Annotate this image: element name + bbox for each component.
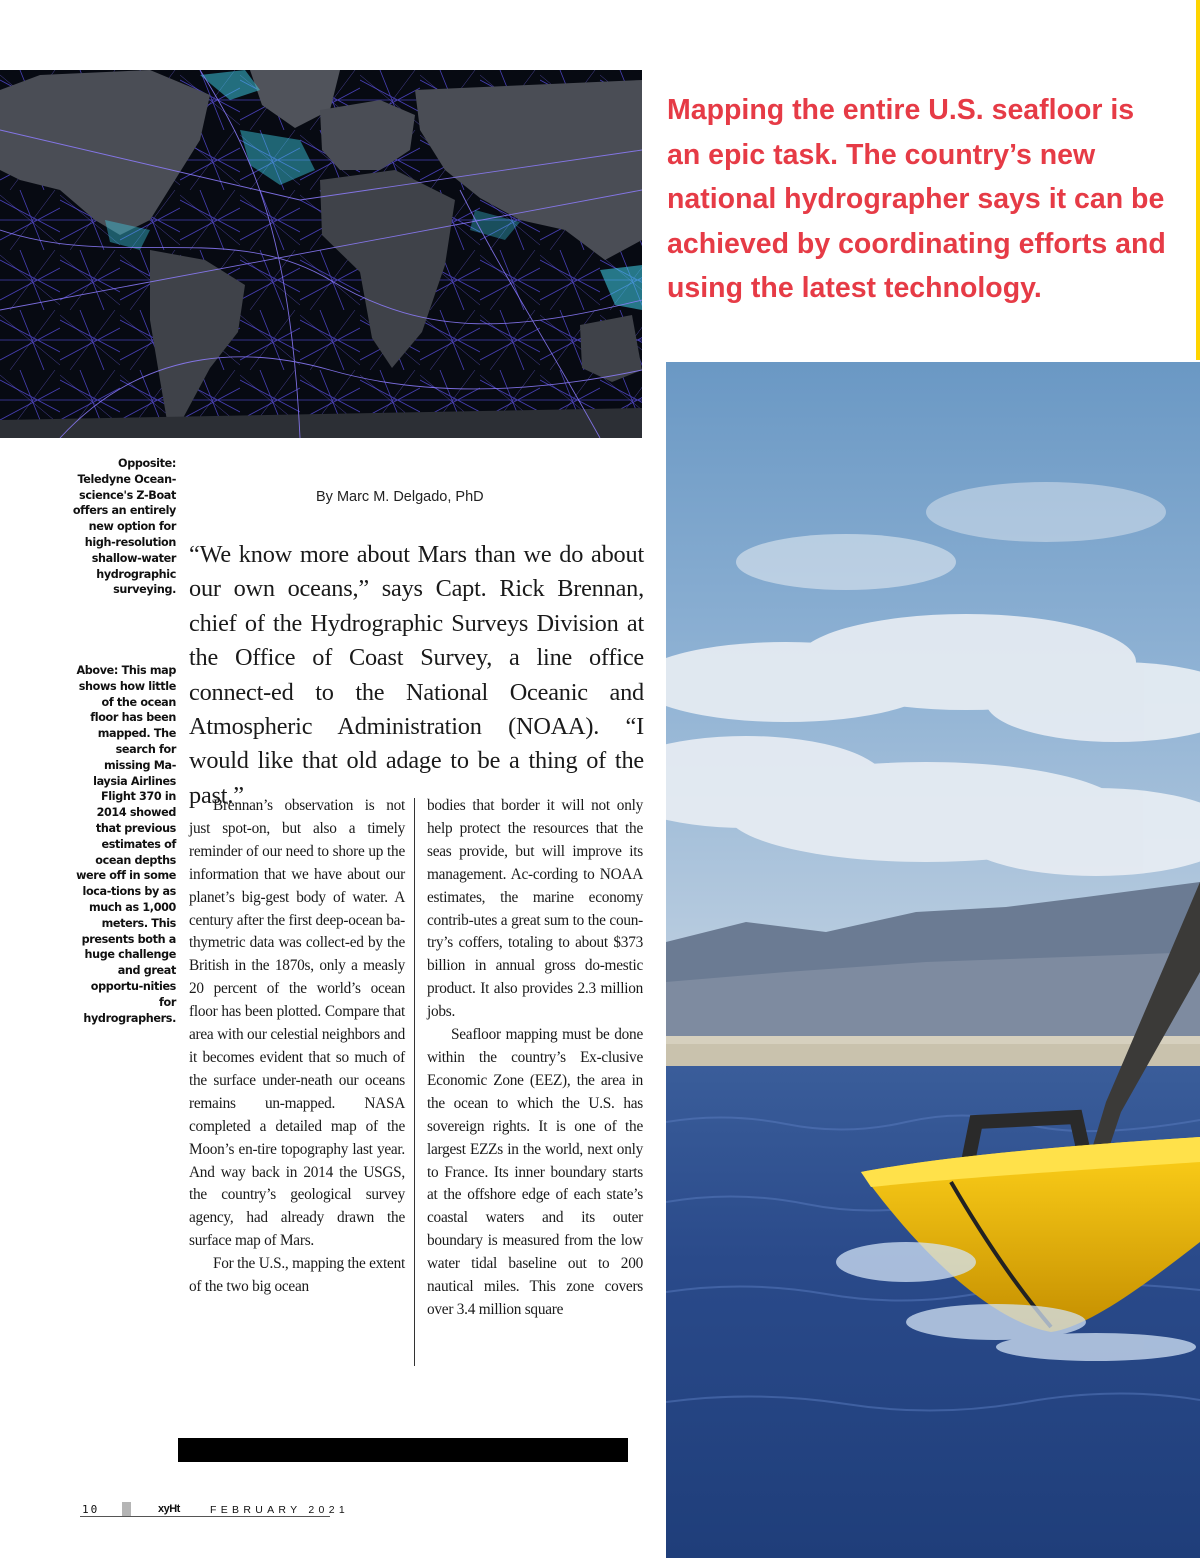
body-paragraph: For the U.S., mapping the extent of the two big ocean <box>189 1255 405 1296</box>
byline: By Marc M. Delgado, PhD <box>316 489 484 505</box>
body-column-2 <box>427 795 643 1322</box>
bathymetry-world-map <box>0 70 642 438</box>
column-divider <box>414 798 415 1366</box>
publication-name: xyHt <box>158 1503 180 1515</box>
body-paragraph: Seafloor mapping must be done within the country’s Ex-clusive Economic Zone (EEZ), the area in the ocean to which the U.S. has sovereign rights. It is one of the largest EZZs in the world, next only to France. Its inner boundary starts at the offshore edge of each state’s coastal waters and its outer boundary is measured from the low water tidal baseline out to 200 nautical miles. This zone covers over 3.4 million square <box>427 1026 643 1318</box>
caption-opposite: Opposite: Teledyne Ocean-science's Z-Boat offers an entirely new option for high-resolution shallow-water hydrographic surveying. <box>72 457 176 597</box>
intro-quote: “We know more about Mars than we do about our own oceans,” says Capt. Rick Brennan, chief of the Hydrographic Surveys Division at the Office of Coast Survey, a line office connect-ed to the National Oceanic and Atmospheric Administration (NOAA). “I would like that old adage to be a thing of the past.” <box>189 541 644 809</box>
body-paragraph: Brennan’s observation is not just spot-on, but also a timely reminder of our need to shore up the information that we have about our planet’s big-gest body of water. A century after the first deep-ocean ba-thymetric data was collect-ed by the British in the 1870s, only a measly 20 percent of the world’s ocean floor has been plotted. Compare that area with our celestial neighbors and it becomes evident that so much of the surface under-neath our oceans remains un-mapped. NASA completed a detailed map of the Moon’s en-tire topography last year. And way back in 2014 the USGS, the country’s geological survey agency, had already drawn the surface map of Mars. <box>189 797 406 1250</box>
body-column-1 <box>189 795 405 1299</box>
headline-deck: Mapping the entire U.S. seafloor is an epic task. The country’s new national hydrographer says it can be achieved by coordinating efforts and using the latest technology. <box>667 94 1166 304</box>
issue-date: FEBRUARY 2021 <box>210 1504 349 1516</box>
world-map-icon <box>0 70 642 438</box>
z-boat-photo <box>666 362 1200 1558</box>
yellow-page-edge <box>1196 0 1200 360</box>
redaction-bar <box>178 1438 628 1462</box>
page-number: 10 <box>82 1503 100 1516</box>
footer-rule <box>80 1516 330 1517</box>
folio-block <box>122 1502 131 1516</box>
body-paragraph: bodies that border it will not only help protect the resources that the seas provide, but will improve its management. Ac-cording to NOAA estimates, the marine economy contrib-utes a great sum to the coun-try’s coffers, totaling to about $373 billion in annual gross do-mestic product. It also provides 2.3 million jobs. <box>427 797 643 1021</box>
z-boat-icon <box>666 362 1200 1558</box>
caption-above: Above: This map shows how little of the ocean floor has been mapped. The search for missing Ma-laysia Airlines Flight 370 in 2014 showed that previous estimates of ocean depths were off in some loca-tions by as much as 1,000 meters. This presents both a huge challenge and great opportu-nities for hydrographers. <box>76 664 176 1025</box>
